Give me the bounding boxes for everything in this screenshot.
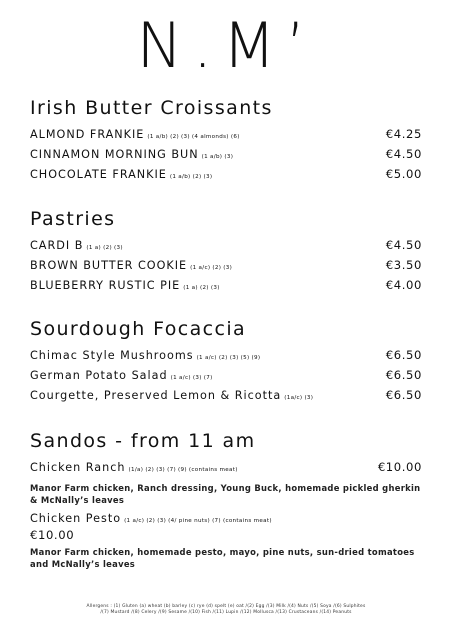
item-price: €4.50 bbox=[385, 147, 422, 161]
item-price: €10.00 bbox=[30, 528, 75, 542]
item-name: ALMOND FRANKIE bbox=[30, 128, 145, 141]
item-allergens: (1 a) (2) (3) bbox=[86, 245, 123, 251]
item-name: CARDI B bbox=[30, 239, 84, 252]
item-price: €6.50 bbox=[385, 388, 422, 402]
menu-item bbox=[30, 258, 422, 278]
brand-logo: N.M’ bbox=[136, 9, 316, 82]
item-name: Chimac Style Mushrooms bbox=[30, 349, 194, 362]
item-allergens: (1a/c) (3) bbox=[284, 395, 314, 401]
allergen-legend bbox=[0, 604, 452, 616]
item-allergens: (1 a/c) (3) (7) bbox=[170, 375, 213, 381]
section-title: Sourdough Focaccia bbox=[30, 318, 247, 340]
section-title: Pastries bbox=[30, 208, 116, 230]
item-price: €4.00 bbox=[385, 278, 422, 292]
item-allergens: (1 a/b) (2) (3) (4 almonds) (6) bbox=[147, 134, 240, 140]
section-title: Irish Butter Croissants bbox=[30, 97, 273, 119]
menu-item bbox=[30, 512, 422, 528]
item-name: German Potato Salad bbox=[30, 369, 168, 382]
item-price: €6.50 bbox=[385, 348, 422, 362]
item-price: €6.50 bbox=[385, 368, 422, 382]
item-price: €3.50 bbox=[385, 258, 422, 272]
item-description: Manor Farm chicken, Ranch dressing, Young Buck, homemade pickled gherkin & McNally’s leaves bbox=[30, 483, 421, 505]
item-price: €10.00 bbox=[377, 460, 422, 474]
menu-section-pastries bbox=[30, 208, 422, 298]
item-price: €4.50 bbox=[385, 238, 422, 252]
menu-item bbox=[30, 167, 422, 187]
item-name: BLUEBERRY RUSTIC PIE bbox=[30, 279, 181, 292]
menu-item bbox=[30, 278, 422, 298]
item-name: CHOCOLATE FRANKIE bbox=[30, 168, 167, 181]
menu-item bbox=[30, 460, 422, 480]
menu-item bbox=[30, 238, 422, 258]
menu-section-croissants bbox=[30, 97, 422, 187]
item-allergens: (1 a/c) (2) (3) bbox=[190, 265, 233, 271]
allergen-legend-line: Allergens : (1) Gluten (a) wheat (b) barley (c) rye (d) spelt (e) oat /(2) Egg /(3) Milk /(4) Nuts /(5) Soya /(6) Sulphites bbox=[86, 604, 366, 609]
item-name: Courgette, Preserved Lemon & Ricotta bbox=[30, 389, 282, 402]
item-allergens: (1 a) (2) (3) bbox=[183, 285, 220, 291]
menu-item bbox=[30, 368, 422, 388]
menu-item bbox=[30, 348, 422, 368]
item-name: Chicken Ranch bbox=[30, 461, 126, 474]
item-name: CINNAMON MORNING BUN bbox=[30, 148, 199, 161]
item-allergens: (1 a/b) (2) (3) bbox=[169, 174, 213, 180]
item-price: €5.00 bbox=[385, 167, 422, 181]
menu-item bbox=[30, 127, 422, 147]
item-name: BROWN BUTTER COOKIE bbox=[30, 259, 188, 272]
allergen-legend-line: /(7) Mustard /(8) Celery /(9) Sesame /(10) Fish /(11) Lupin /(12) Mollusca /(13) Crustaceans /(14) Peanuts bbox=[100, 610, 352, 615]
item-allergens: (1 a/c) (2) (3) (5) (9) bbox=[196, 355, 261, 361]
item-allergens: (1 a/b) (3) bbox=[201, 154, 234, 160]
item-allergens: (1 a/c) (2) (3) (4/ pine nuts) (7) (contains meat) bbox=[124, 518, 272, 524]
menu-item bbox=[30, 147, 422, 167]
menu-item bbox=[30, 388, 422, 408]
item-allergens: (1/a) (2) (3) (7) (9) (contains meat) bbox=[128, 467, 238, 473]
item-description: Manor Farm chicken, homemade pesto, mayo, pine nuts, sun-dried tomatoes and McNally’s leaves bbox=[30, 547, 415, 569]
item-price: €4.25 bbox=[385, 127, 422, 141]
section-title: Sandos - from 11 am bbox=[30, 430, 256, 452]
menu-section-focaccia bbox=[30, 318, 422, 408]
item-name: Chicken Pesto bbox=[30, 512, 122, 525]
menu-section-sandos bbox=[30, 430, 422, 576]
